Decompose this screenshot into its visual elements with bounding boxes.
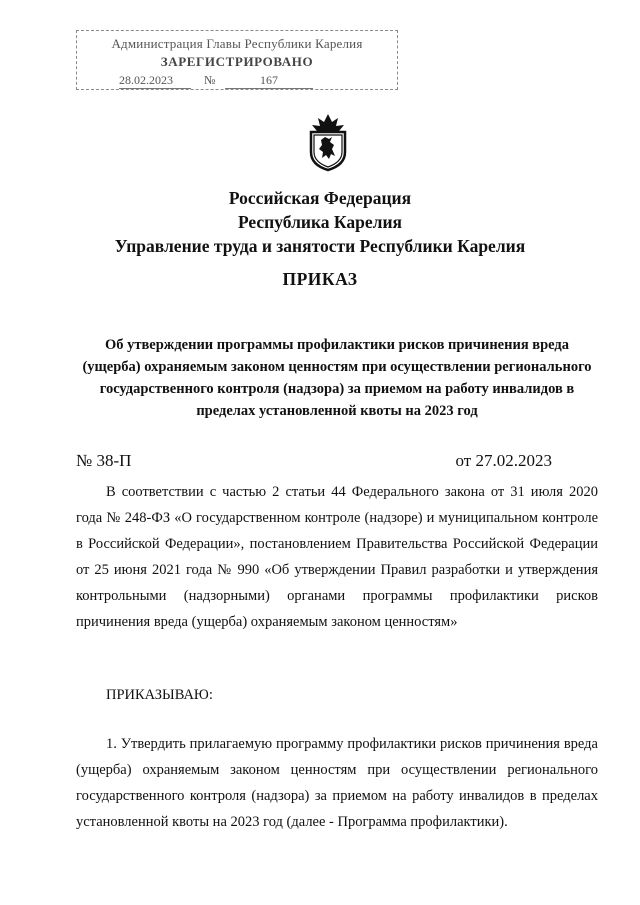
order-keyword: ПРИКАЗЫВАЮ: <box>106 687 213 703</box>
document-number-row <box>76 451 552 471</box>
document-date: от 27.02.2023 <box>455 451 552 470</box>
header-federation: Российская Федерация <box>228 188 412 208</box>
stamp-number: 167 <box>225 73 313 89</box>
stamp-number-sign: № <box>204 73 216 87</box>
preamble-paragraph: В соответствии с частью 2 статьи 44 Федерального закона от 31 июля 2020 года № 248-ФЗ «О государственном контроле (надзоре) и муниципальном контроле в Российской Федерации», постановлением Правительства Российской Федерации от 25 июня 2021 года № 990 «Об утверждении Правил разработки и утверждения контрольными (надзорными) органами программы профилактики рисков причинения вреда (ущерба) охраняемым законом ценностям» <box>76 484 598 630</box>
karelia-coat-of-arms-icon <box>306 112 350 172</box>
stamp-registration-line <box>77 73 397 87</box>
stamp-registered: ЗАРЕГИСТРИРОВАНО <box>160 54 314 69</box>
stamp-date: 28.02.2023 <box>119 73 191 89</box>
order-subject: Об утверждении программы профилактики рисков причинения вреда (ущерба) охраняемым законом ценностям при осуществлении регионального государственного контроля (надзора) за приемом на работу инвалидов в пределах установленной квоты на 2023 год <box>82 337 592 419</box>
stamp-authority: Администрация Главы Республики Карелия <box>111 36 363 51</box>
registration-stamp <box>76 30 398 90</box>
document-number: № 38-П <box>76 451 132 470</box>
header-republic: Республика Карелия <box>237 212 403 232</box>
header-department: Управление труда и занятости Республики Карелия <box>114 236 526 256</box>
order-title: ПРИКАЗ <box>282 269 358 289</box>
order-item-1: 1. Утвердить прилагаемую программу профилактики рисков причинения вреда (ущерба) охраняемым законом ценностям при осуществлении регионального государственного контроля (надзора) за приемом на работу инвалидов в пределах установленной квоты на 2023 год (далее - Программа профилактики). <box>76 736 598 830</box>
